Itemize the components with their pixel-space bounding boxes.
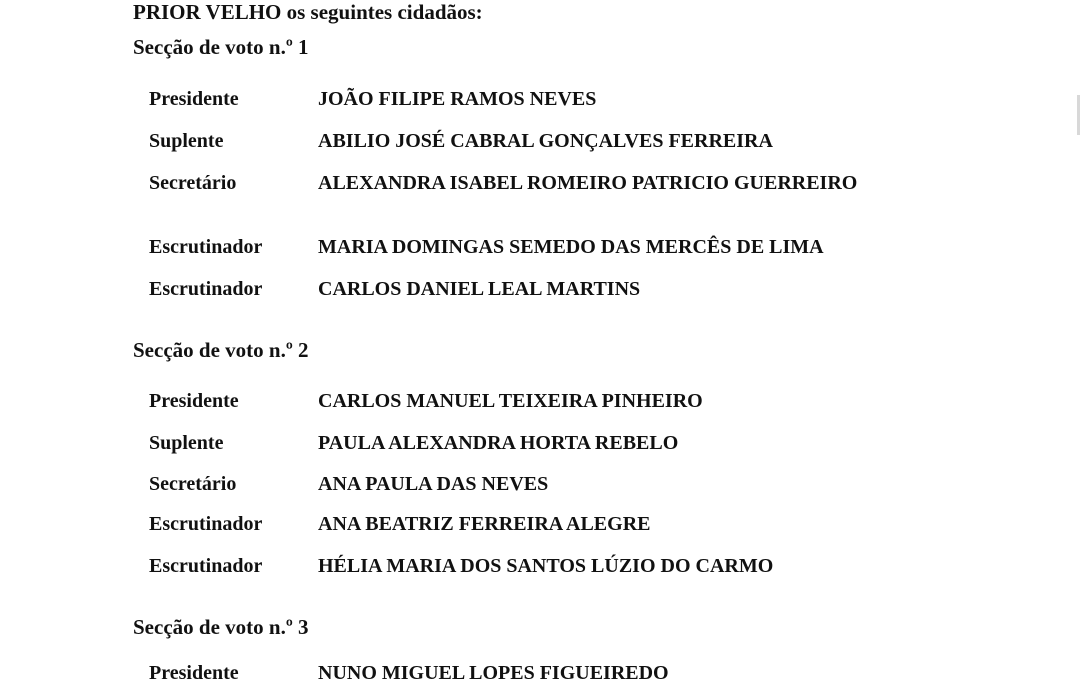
- member-name: CARLOS DANIEL LEAL MARTINS: [318, 278, 641, 300]
- member-name: ANA PAULA DAS NEVES: [318, 473, 549, 495]
- member-role: Escrutinador: [149, 555, 263, 577]
- member-name: ANA BEATRIZ FERREIRA ALEGRE: [318, 513, 651, 535]
- member-name: JOÃO FILIPE RAMOS NEVES: [318, 88, 597, 110]
- member-role: Presidente: [149, 390, 239, 412]
- section-title-2: Secção de voto n.º 2: [133, 338, 309, 362]
- member-role: Suplente: [149, 130, 224, 152]
- member-name: PAULA ALEXANDRA HORTA REBELO: [318, 432, 679, 454]
- member-role: Secretário: [149, 473, 237, 495]
- intro-text: PRIOR VELHO os seguintes cidadãos:: [133, 0, 483, 24]
- member-name: NUNO MIGUEL LOPES FIGUEIREDO: [318, 662, 669, 684]
- member-role: Secretário: [149, 172, 237, 194]
- section-title-3: Secção de voto n.º 3: [133, 615, 309, 639]
- member-name: HÉLIA MARIA DOS SANTOS LÚZIO DO CARMO: [318, 555, 774, 577]
- member-role: Escrutinador: [149, 236, 263, 258]
- member-role: Escrutinador: [149, 278, 263, 300]
- member-role: Escrutinador: [149, 513, 263, 535]
- member-name: ABILIO JOSÉ CABRAL GONÇALVES FERREIRA: [318, 130, 773, 152]
- section-title-1: Secção de voto n.º 1: [133, 35, 309, 59]
- member-role: Presidente: [149, 662, 239, 684]
- member-role: Presidente: [149, 88, 239, 110]
- member-role: Suplente: [149, 432, 224, 454]
- member-name: CARLOS MANUEL TEIXEIRA PINHEIRO: [318, 390, 703, 412]
- member-name: MARIA DOMINGAS SEMEDO DAS MERCÊS DE LIMA: [318, 236, 824, 258]
- member-name: ALEXANDRA ISABEL ROMEIRO PATRICIO GUERREIRO: [318, 172, 858, 194]
